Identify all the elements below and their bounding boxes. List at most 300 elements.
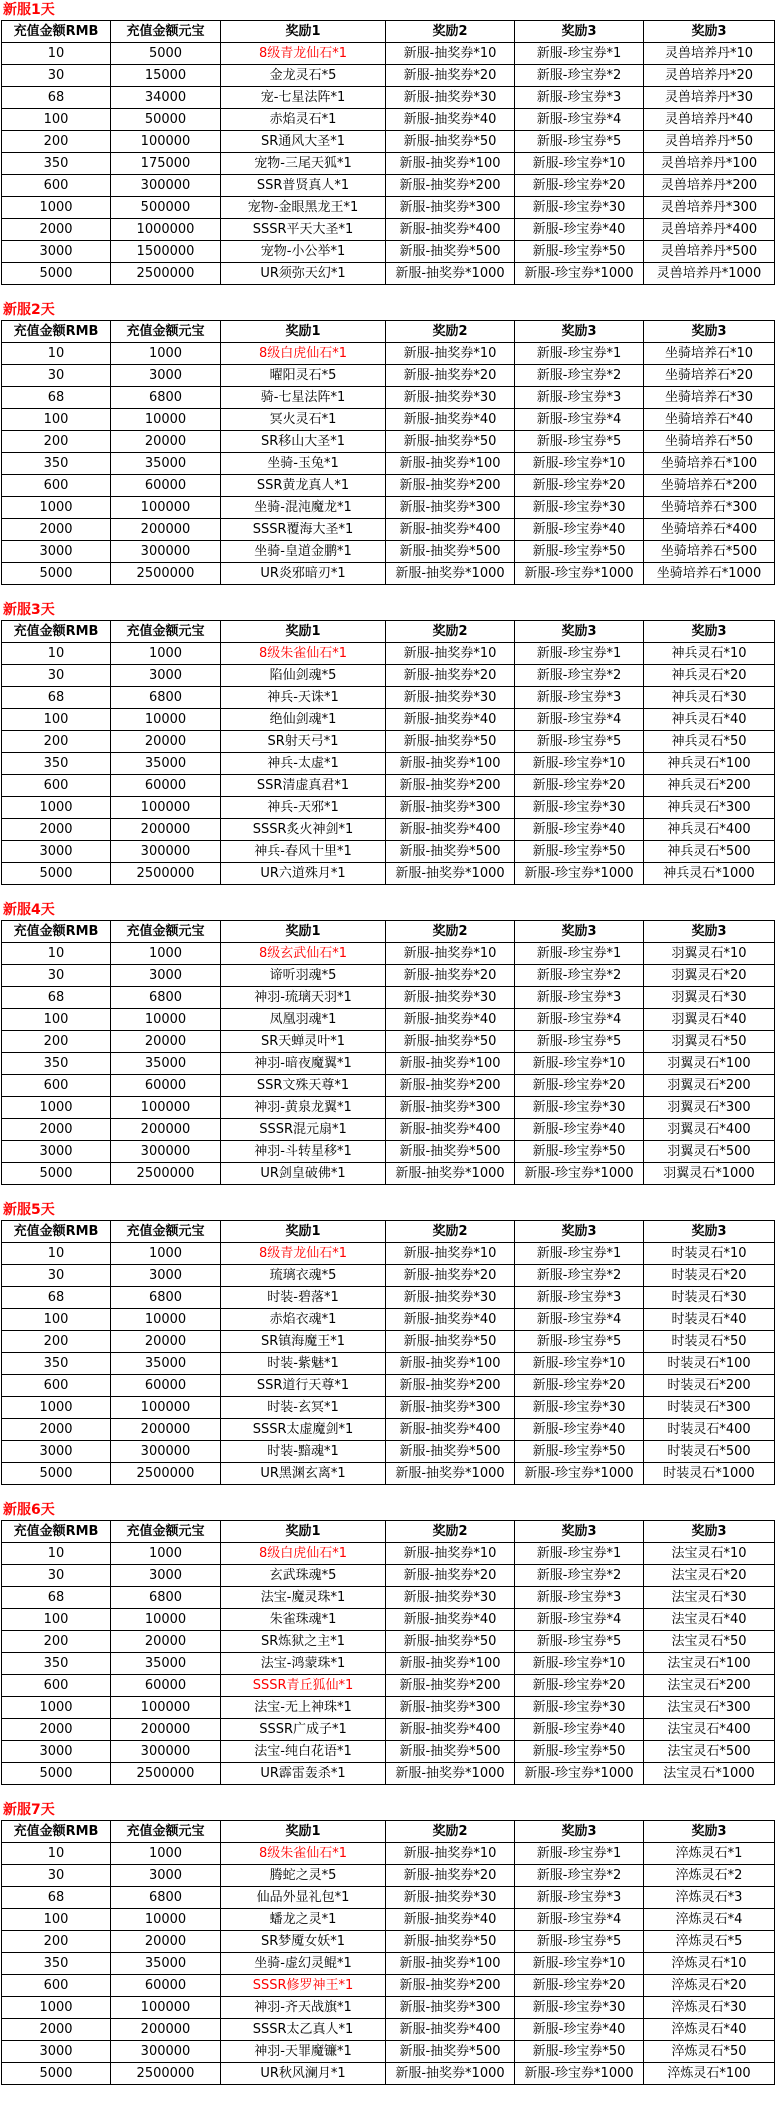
cell-r2: 新服-抽奖券*1000 [386,1463,515,1485]
column-header: 奖励3 [515,921,644,943]
cell-rmb: 68 [2,387,111,409]
cell-r2: 新服-抽奖券*30 [386,687,515,709]
cell-rmb: 68 [2,87,111,109]
cell-rmb: 2000 [2,1119,111,1141]
column-header: 奖励1 [221,1821,386,1843]
table-row [2,1587,775,1609]
table-row [2,153,775,175]
cell-r1: 冥火灵石*1 [221,409,386,431]
cell-r4: 法宝灵石*10 [644,1543,775,1565]
cell-r3: 新服-珍宝券*3 [515,387,644,409]
cell-r1: 法宝-鸿蒙珠*1 [221,1653,386,1675]
column-header: 充值金额元宝 [111,1821,221,1843]
cell-rmb: 3000 [2,841,111,863]
cell-r4: 法宝灵石*50 [644,1631,775,1653]
cell-r1: 玄武珠魂*5 [221,1565,386,1587]
column-header: 奖励3 [644,921,775,943]
cell-r3: 新服-珍宝券*5 [515,731,644,753]
cell-r2: 新服-抽奖券*500 [386,1741,515,1763]
cell-r3: 新服-珍宝券*5 [515,1031,644,1053]
cell-r1: SR炼狱之主*1 [221,1631,386,1653]
cell-r3: 新服-珍宝券*30 [515,1997,644,2019]
cell-r1: 神羽-斗转星移*1 [221,1141,386,1163]
cell-r4: 灵兽培养丹*1000 [644,263,775,285]
cell-r3: 新服-珍宝券*40 [515,1719,644,1741]
cell-r3: 新服-珍宝券*5 [515,131,644,153]
cell-rmb: 68 [2,687,111,709]
cell-yb: 60000 [111,475,221,497]
cell-rmb: 2000 [2,819,111,841]
cell-yb: 300000 [111,1141,221,1163]
cell-yb: 10000 [111,1609,221,1631]
cell-yb: 3000 [111,1265,221,1287]
cell-r1: 8级玄武仙石*1 [221,943,386,965]
cell-rmb: 5000 [2,863,111,885]
table-row [2,1931,775,1953]
cell-r1: SR通风大圣*1 [221,131,386,153]
table-row [2,731,775,753]
cell-yb: 10000 [111,1909,221,1931]
cell-yb: 1000 [111,1543,221,1565]
cell-rmb: 100 [2,1609,111,1631]
table-row [2,819,775,841]
day-section [0,1500,775,1800]
cell-r1: SSSR平天大圣*1 [221,219,386,241]
cell-r1: 宠物-三尾天狐*1 [221,153,386,175]
cell-yb: 100000 [111,1697,221,1719]
table-row [2,1331,775,1353]
table-row [2,1631,775,1653]
cell-r1: 8级青龙仙石*1 [221,43,386,65]
cell-yb: 300000 [111,2041,221,2063]
table-row [2,753,775,775]
cell-r4: 淬炼灵石*2 [644,1865,775,1887]
cell-yb: 60000 [111,775,221,797]
cell-r2: 新服-抽奖券*1000 [386,2063,515,2085]
cell-r3: 新服-珍宝券*2 [515,665,644,687]
column-header: 奖励3 [644,1221,775,1243]
column-header: 充值金额元宝 [111,621,221,643]
cell-r2: 新服-抽奖券*400 [386,219,515,241]
cell-rmb: 600 [2,1975,111,1997]
table-row [2,1075,775,1097]
section-gap [0,585,775,600]
cell-r2: 新服-抽奖券*20 [386,1565,515,1587]
column-header: 充值金额RMB [2,1821,111,1843]
table-row [2,87,775,109]
cell-r3: 新服-珍宝券*4 [515,409,644,431]
cell-yb: 200000 [111,1119,221,1141]
table-row [2,1763,775,1785]
column-header: 奖励3 [644,621,775,643]
column-header: 奖励1 [221,321,386,343]
cell-r4: 淬炼灵石*10 [644,1953,775,1975]
cell-r3: 新服-珍宝券*1 [515,343,644,365]
cell-yb: 6800 [111,987,221,1009]
cell-r2: 新服-抽奖券*400 [386,819,515,841]
cell-r1: SSSR覆海大圣*1 [221,519,386,541]
day-section [0,0,775,300]
cell-r1: 仙品外显礼包*1 [221,1887,386,1909]
table-row [2,1953,775,1975]
table-row [2,643,775,665]
cell-r1: UR秋风澜月*1 [221,2063,386,2085]
cell-r4: 淬炼灵石*20 [644,1975,775,1997]
table-row [2,2041,775,2063]
table-row [2,841,775,863]
reward-table [1,1220,775,1485]
cell-r3: 新服-珍宝券*5 [515,1331,644,1353]
cell-rmb: 2000 [2,1719,111,1741]
column-header: 奖励1 [221,921,386,943]
table-row [2,1609,775,1631]
cell-rmb: 1000 [2,1697,111,1719]
reward-table [1,1820,775,2085]
cell-r4: 坐骑培养石*40 [644,409,775,431]
cell-r3: 新服-珍宝券*20 [515,1075,644,1097]
cell-rmb: 100 [2,1309,111,1331]
cell-yb: 35000 [111,1953,221,1975]
cell-yb: 200000 [111,2019,221,2041]
cell-rmb: 10 [2,943,111,965]
cell-yb: 1000 [111,643,221,665]
cell-r2: 新服-抽奖券*20 [386,1865,515,1887]
cell-rmb: 10 [2,343,111,365]
cell-yb: 35000 [111,453,221,475]
cell-rmb: 3000 [2,1441,111,1463]
cell-yb: 10000 [111,709,221,731]
cell-r1: SR镇海魔王*1 [221,1331,386,1353]
cell-r3: 新服-珍宝券*30 [515,497,644,519]
cell-rmb: 2000 [2,219,111,241]
cell-r3: 新服-珍宝券*5 [515,1631,644,1653]
table-row [2,1097,775,1119]
cell-r1: 8级白虎仙石*1 [221,1543,386,1565]
cell-rmb: 350 [2,1653,111,1675]
cell-rmb: 5000 [2,2063,111,2085]
column-header: 奖励3 [515,1821,644,1843]
cell-yb: 2500000 [111,263,221,285]
table-row [2,1543,775,1565]
header-row [2,921,775,943]
cell-r2: 新服-抽奖券*10 [386,343,515,365]
table-row [2,131,775,153]
column-header: 奖励3 [515,1521,644,1543]
cell-r3: 新服-珍宝券*20 [515,1675,644,1697]
cell-r3: 新服-珍宝券*10 [515,1053,644,1075]
table-row [2,687,775,709]
cell-r4: 时装灵石*500 [644,1441,775,1463]
cell-r2: 新服-抽奖券*30 [386,987,515,1009]
cell-yb: 200000 [111,819,221,841]
column-header: 奖励2 [386,621,515,643]
cell-yb: 2500000 [111,1463,221,1485]
cell-r4: 灵兽培养丹*30 [644,87,775,109]
column-header: 奖励3 [644,321,775,343]
reward-table [1,1520,775,1785]
cell-yb: 10000 [111,1309,221,1331]
table-row [2,2019,775,2041]
column-header: 充值金额元宝 [111,1521,221,1543]
cell-yb: 2500000 [111,863,221,885]
cell-r2: 新服-抽奖券*300 [386,1097,515,1119]
cell-r2: 新服-抽奖券*1000 [386,1763,515,1785]
reward-table [1,320,775,585]
column-header: 奖励3 [644,1521,775,1543]
cell-r4: 法宝灵石*40 [644,1609,775,1631]
cell-r3: 新服-珍宝券*30 [515,1097,644,1119]
cell-r3: 新服-珍宝券*10 [515,753,644,775]
cell-r1: 神羽-天罪魔镰*1 [221,2041,386,2063]
cell-r2: 新服-抽奖券*40 [386,109,515,131]
cell-rmb: 2000 [2,1419,111,1441]
cell-rmb: 30 [2,365,111,387]
cell-r2: 新服-抽奖券*30 [386,1587,515,1609]
column-header: 奖励3 [515,621,644,643]
table-row [2,1675,775,1697]
cell-r1: 曜阳灵石*5 [221,365,386,387]
table-row [2,943,775,965]
table-row [2,1463,775,1485]
cell-rmb: 10 [2,1243,111,1265]
cell-yb: 35000 [111,753,221,775]
cell-rmb: 1000 [2,1997,111,2019]
cell-r1: 金龙灵石*5 [221,65,386,87]
table-row [2,1397,775,1419]
cell-r2: 新服-抽奖券*500 [386,1441,515,1463]
cell-r2: 新服-抽奖券*300 [386,1397,515,1419]
cell-r4: 时装灵石*1000 [644,1463,775,1485]
cell-r3: 新服-珍宝券*10 [515,453,644,475]
cell-r2: 新服-抽奖券*300 [386,1697,515,1719]
cell-r2: 新服-抽奖券*200 [386,175,515,197]
cell-r1: 宠-七星法阵*1 [221,87,386,109]
column-header: 奖励3 [515,321,644,343]
cell-yb: 3000 [111,365,221,387]
cell-rmb: 600 [2,775,111,797]
table-row [2,387,775,409]
table-row [2,1565,775,1587]
cell-rmb: 5000 [2,1163,111,1185]
table-row [2,519,775,541]
day-section [0,900,775,1200]
cell-yb: 60000 [111,1675,221,1697]
day-title: 新服2天 [3,302,55,318]
cell-r2: 新服-抽奖券*20 [386,365,515,387]
cell-r4: 羽翼灵石*30 [644,987,775,1009]
column-header: 奖励3 [515,1221,644,1243]
cell-r1: SSR道行天尊*1 [221,1375,386,1397]
cell-yb: 50000 [111,109,221,131]
cell-r1: 凤凰羽魂*1 [221,1009,386,1031]
cell-yb: 10000 [111,1009,221,1031]
table-row [2,475,775,497]
cell-r1: 法宝-无上神珠*1 [221,1697,386,1719]
cell-r4: 灵兽培养丹*300 [644,197,775,219]
cell-r3: 新服-珍宝券*2 [515,1565,644,1587]
cell-r2: 新服-抽奖券*40 [386,709,515,731]
cell-r2: 新服-抽奖券*200 [386,775,515,797]
cell-rmb: 350 [2,1953,111,1975]
table-row [2,1031,775,1053]
cell-r1: 朱雀珠魂*1 [221,1609,386,1631]
cell-r4: 羽翼灵石*40 [644,1009,775,1031]
cell-rmb: 3000 [2,1741,111,1763]
cell-rmb: 5000 [2,563,111,585]
cell-r2: 新服-抽奖券*30 [386,87,515,109]
cell-yb: 5000 [111,43,221,65]
table-row [2,263,775,285]
table-row [2,431,775,453]
cell-r3: 新服-珍宝券*20 [515,475,644,497]
cell-r1: 8级朱雀仙石*1 [221,1843,386,1865]
cell-rmb: 1000 [2,1097,111,1119]
cell-r2: 新服-抽奖券*40 [386,409,515,431]
cell-yb: 20000 [111,431,221,453]
cell-r3: 新服-珍宝券*1 [515,1843,644,1865]
cell-rmb: 200 [2,1331,111,1353]
column-header: 充值金额元宝 [111,1221,221,1243]
header-row [2,1221,775,1243]
cell-r4: 羽翼灵石*500 [644,1141,775,1163]
cell-r2: 新服-抽奖券*300 [386,197,515,219]
cell-rmb: 200 [2,431,111,453]
cell-r3: 新服-珍宝券*50 [515,541,644,563]
cell-r4: 羽翼灵石*1000 [644,1163,775,1185]
cell-r1: 神兵-春风十里*1 [221,841,386,863]
cell-r4: 法宝灵石*30 [644,1587,775,1609]
cell-r1: SSSR太乙真人*1 [221,2019,386,2041]
cell-r3: 新服-珍宝券*3 [515,1887,644,1909]
cell-r2: 新服-抽奖券*500 [386,2041,515,2063]
cell-r1: 坐骑-混沌魔龙*1 [221,497,386,519]
cell-r1: 神羽-暗夜魔翼*1 [221,1053,386,1075]
header-row [2,21,775,43]
cell-yb: 100000 [111,131,221,153]
table-row [2,365,775,387]
table-row [2,343,775,365]
cell-r3: 新服-珍宝券*50 [515,241,644,263]
cell-r4: 神兵灵石*200 [644,775,775,797]
cell-r3: 新服-珍宝券*1000 [515,263,644,285]
table-row [2,219,775,241]
table-row [2,1265,775,1287]
cell-r3: 新服-珍宝券*1000 [515,1463,644,1485]
cell-r4: 灵兽培养丹*400 [644,219,775,241]
cell-r1: 8级青龙仙石*1 [221,1243,386,1265]
table-row [2,1053,775,1075]
header-row [2,321,775,343]
cell-r2: 新服-抽奖券*200 [386,1375,515,1397]
cell-rmb: 350 [2,153,111,175]
table-row [2,43,775,65]
cell-yb: 200000 [111,1419,221,1441]
cell-r3: 新服-珍宝券*1 [515,1543,644,1565]
cell-rmb: 100 [2,709,111,731]
cell-r2: 新服-抽奖券*10 [386,943,515,965]
cell-yb: 300000 [111,175,221,197]
table-row [2,1719,775,1741]
cell-r1: SSSR青丘狐仙*1 [221,1675,386,1697]
cell-r1: 坐骑-皇道金鹏*1 [221,541,386,563]
cell-r3: 新服-珍宝券*2 [515,1265,644,1287]
cell-r1: 神兵-天诛*1 [221,687,386,709]
cell-r2: 新服-抽奖券*50 [386,731,515,753]
cell-r1: SR射天弓*1 [221,731,386,753]
cell-r3: 新服-珍宝券*30 [515,797,644,819]
cell-r3: 新服-珍宝券*4 [515,1009,644,1031]
cell-r1: SSSR太虚魔剑*1 [221,1419,386,1441]
cell-r1: 神羽-琉璃天羽*1 [221,987,386,1009]
header-row [2,621,775,643]
table-row [2,965,775,987]
cell-rmb: 5000 [2,1463,111,1485]
cell-r1: 时装-黯魂*1 [221,1441,386,1463]
cell-yb: 20000 [111,731,221,753]
cell-r2: 新服-抽奖券*40 [386,1009,515,1031]
cell-rmb: 1000 [2,797,111,819]
cell-rmb: 68 [2,1287,111,1309]
cell-yb: 20000 [111,1931,221,1953]
cell-r4: 羽翼灵石*200 [644,1075,775,1097]
cell-r2: 新服-抽奖券*10 [386,1543,515,1565]
table-row [2,109,775,131]
cell-r4: 时装灵石*30 [644,1287,775,1309]
cell-r2: 新服-抽奖券*100 [386,753,515,775]
cell-r1: UR须弥天幻*1 [221,263,386,285]
cell-r4: 灵兽培养丹*20 [644,65,775,87]
cell-rmb: 100 [2,109,111,131]
cell-r1: SR天蝉灵叶*1 [221,1031,386,1053]
cell-yb: 2500000 [111,563,221,585]
cell-r4: 神兵灵石*30 [644,687,775,709]
cell-r2: 新服-抽奖券*20 [386,65,515,87]
cell-yb: 100000 [111,1397,221,1419]
cell-rmb: 100 [2,1009,111,1031]
cell-r3: 新服-珍宝券*40 [515,519,644,541]
cell-r3: 新服-珍宝券*20 [515,1975,644,1997]
cell-r2: 新服-抽奖券*100 [386,1353,515,1375]
cell-yb: 34000 [111,87,221,109]
cell-r4: 法宝灵石*300 [644,1697,775,1719]
table-row [2,241,775,263]
cell-r2: 新服-抽奖券*50 [386,431,515,453]
cell-r2: 新服-抽奖券*400 [386,1419,515,1441]
table-row [2,1353,775,1375]
cell-r1: SSSR混元扇*1 [221,1119,386,1141]
cell-r2: 新服-抽奖券*10 [386,1243,515,1265]
cell-r1: 神羽-齐天战旗*1 [221,1997,386,2019]
table-row [2,1287,775,1309]
cell-r3: 新服-珍宝券*30 [515,1697,644,1719]
cell-yb: 6800 [111,1887,221,1909]
cell-r4: 时装灵石*100 [644,1353,775,1375]
cell-r2: 新服-抽奖券*1000 [386,263,515,285]
cell-r2: 新服-抽奖券*10 [386,43,515,65]
cell-r3: 新服-珍宝券*3 [515,1587,644,1609]
cell-yb: 35000 [111,1353,221,1375]
cell-r3: 新服-珍宝券*1 [515,1243,644,1265]
cell-r4: 法宝灵石*100 [644,1653,775,1675]
cell-rmb: 600 [2,1675,111,1697]
cell-yb: 35000 [111,1653,221,1675]
cell-rmb: 10 [2,643,111,665]
cell-r4: 坐骑培养石*30 [644,387,775,409]
cell-r2: 新服-抽奖券*500 [386,241,515,263]
cell-r4: 时装灵石*20 [644,1265,775,1287]
cell-yb: 175000 [111,153,221,175]
cell-r2: 新服-抽奖券*30 [386,387,515,409]
